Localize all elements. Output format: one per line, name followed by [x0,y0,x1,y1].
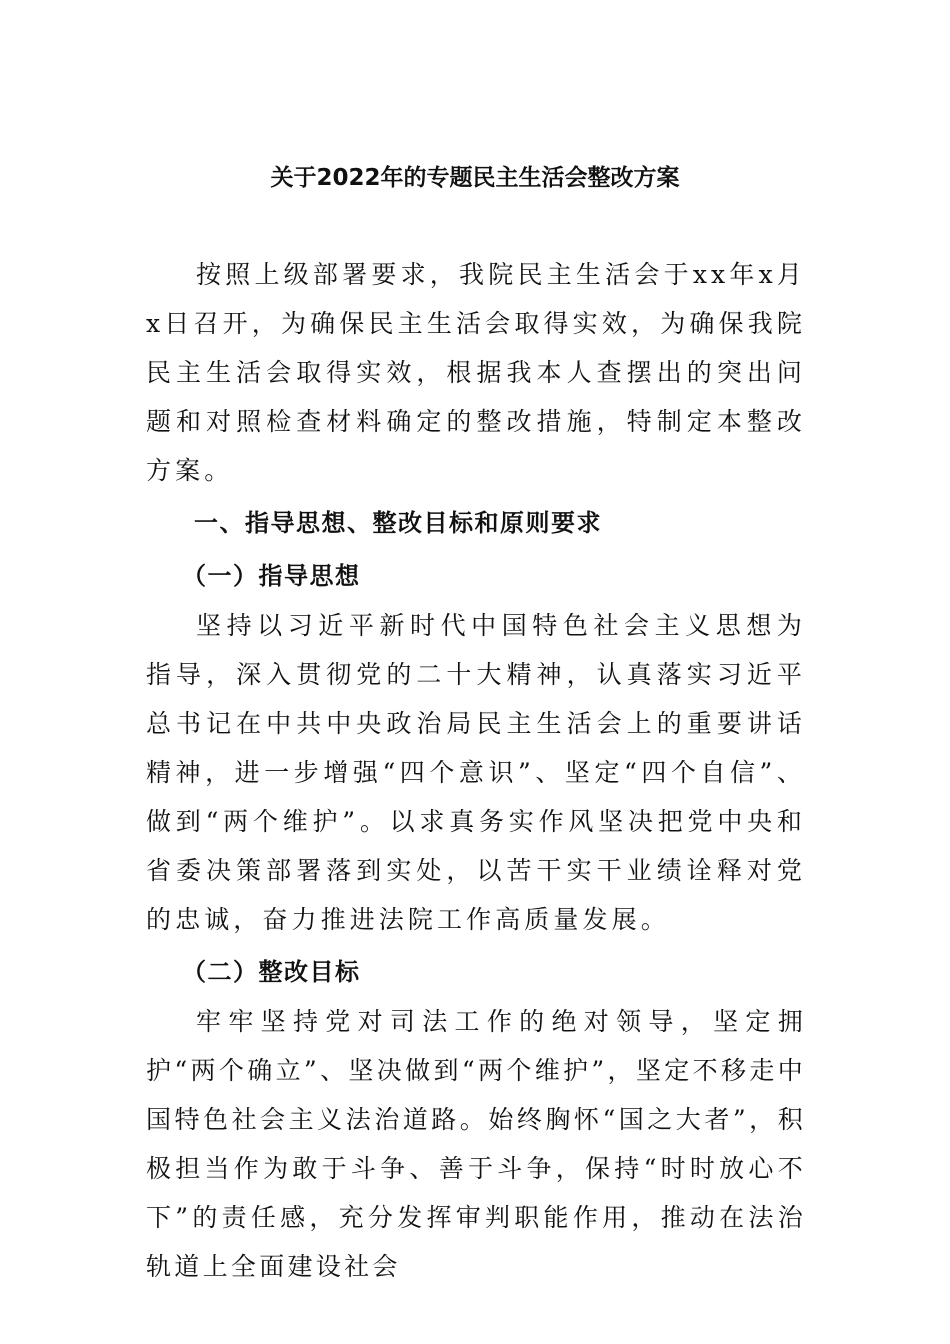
guiding-thought-paragraph: 坚持以习近平新时代中国特色社会主义思想为指导，深入贯彻党的二十大精神，认真落实习近平总书记在中共中央政治局民主生活会上的重要讲话精神，进一步增强“四个意识”、坚定“四个自信”、做到“两个维护”。以求真务实作风坚决把党中央和省委决策部署落到实处，以苦干实干业绩诠释对党的忠诚，奋力推进法院工作高质量发展。 [146,611,806,934]
section-heading-1: 一、指导思想、整改目标和原则要求 [194,509,602,537]
goal-paragraph: 牢牢坚持党对司法工作的绝对领导，坚定拥护“两个确立”、坚决做到“两个维护”，坚定不移走中国特色社会主义法治道路。始终胸怀“国之大者”，积极担当作为敢于斗争、善于斗争，保持“时时放心不下”的责任感，充分发挥审判职能作用，推动在法治轨道上全面建设社会 [146,1007,806,1281]
document-body [146,250,806,1291]
subsection-heading-1: （一）指导思想 [182,562,361,590]
document-title: 关于2022年的专题民主生活会整改方案 [270,165,680,191]
subsection-heading-2: （二）整改目标 [182,958,361,986]
intro-paragraph: 按照上级部署要求，我院民主生活会于xx年x月x日召开，为确保民主生活会取得实效，为确保我院民主生活会取得实效，根据我本人查摆出的突出问题和对照检查材料确定的整改措施，特制定本整改方案。 [146,260,806,485]
